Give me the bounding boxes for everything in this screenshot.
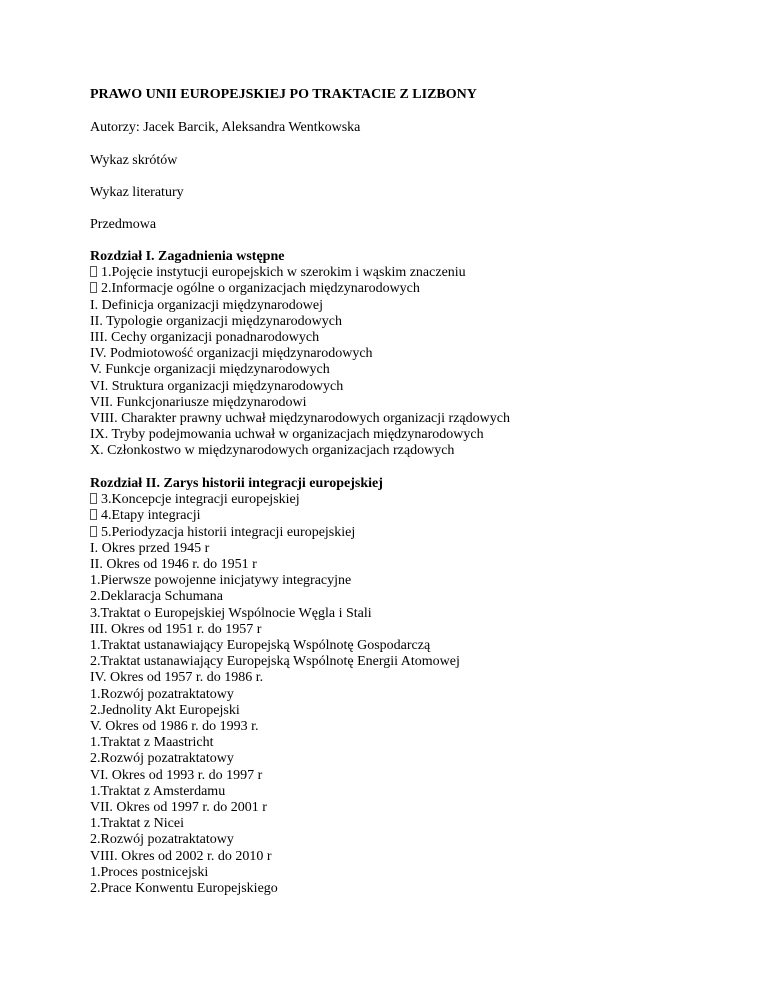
chapter-2-heading: Rozdział II. Zarys historii integracji europejskiej [90,476,383,491]
toc-entry-text: II. Okres od 1946 r. do 1951 r [90,557,257,573]
toc-entry [90,719,460,735]
toc-entry-text: V. Funkcje organizacji międzynarodowych [90,362,330,378]
toc-entry-text: 1.Traktat z Maastricht [90,735,214,751]
toc-entry-text: II. Typologie organizacji międzynarodowych [90,313,342,329]
toc-entry [90,557,460,573]
toc-entry-text: 3.Koncepcje integracji europejskiej [101,492,300,508]
toc-entry-text: 4.Etapy integracji [101,508,201,524]
toc-entry [90,622,460,638]
toc-entry [90,768,460,784]
toc-entry-text: VI. Struktura organizacji międzynarodowych [90,378,344,394]
toc-entry-text: I. Definicja organizacji międzynarodowej [90,297,323,313]
toc-entry [90,751,460,767]
authors-line: Autorzy: Jacek Barcik, Aleksandra Wentkowska [90,120,361,135]
toc-entry-text: 1.Traktat z Nicei [90,816,184,832]
toc-entry [90,525,460,541]
toc-entry-text: 1.Proces postnicejski [90,864,209,880]
toc-entry [90,379,510,395]
toc-entry [90,606,460,622]
toc-entry [90,735,460,751]
toc-entry [90,298,510,314]
front-matter-abbreviations: Wykaz skrótów [90,153,178,168]
toc-entry [90,443,510,459]
toc-entry-text: IX. Tryby podejmowania uchwał w organizacjach międzynarodowych [90,427,484,443]
toc-entry [90,638,460,654]
missing-glyph-box-icon [90,526,97,537]
chapter-2-section [90,476,460,897]
toc-entry [90,800,460,816]
toc-entry-text: 5.Periodyzacja historii integracji europejskiej [101,524,356,540]
toc-entry [90,395,510,411]
toc-entry [90,492,460,508]
toc-entry [90,265,510,281]
toc-entry-text: III. Cechy organizacji ponadnarodowych [90,330,320,346]
toc-entry-text: 2.Rozwój pozatraktatowy [90,832,234,848]
front-matter-preface: Przedmowa [90,217,157,232]
toc-entry-text: 2.Informacje ogólne o organizacjach międzynarodowych [101,281,420,297]
toc-entry [90,281,510,297]
toc-entry [90,654,460,670]
toc-entry-text: VIII. Charakter prawny uchwał międzynarodowych organizacji rządowych [90,411,510,427]
toc-entry-text: 2.Traktat ustanawiający Europejską Wspólnotę Energii Atomowej [90,654,460,670]
chapter-1-heading: Rozdział I. Zagadnienia wstępne [90,249,285,264]
document-title: PRAWO UNII EUROPEJSKIEJ PO TRAKTACIE Z LIZBONY [90,87,477,102]
toc-entry-text: V. Okres od 1986 r. do 1993 r. [90,719,259,735]
toc-entry-text: 1.Rozwój pozatraktatowy [90,686,234,702]
toc-entry-text: 1.Pierwsze powojenne inicjatywy integracyjne [90,573,352,589]
toc-entry-text: IV. Podmiotowość organizacji międzynarodowych [90,346,373,362]
toc-entry-text: 1.Pojęcie instytucji europejskich w szerokim i wąskim znaczeniu [101,265,466,281]
toc-entry [90,330,510,346]
chapter-1-section [90,249,510,460]
toc-entry [90,784,460,800]
toc-entry-text: I. Okres przed 1945 r [90,540,210,556]
toc-entry-text: 2.Rozwój pozatraktatowy [90,751,234,767]
toc-entry-text: VII. Funkcjonariusze międzynarodowi [90,394,307,410]
toc-entry [90,816,460,832]
toc-entry [90,687,460,703]
toc-entry-text: VIII. Okres od 2002 r. do 2010 r [90,848,272,864]
toc-entry [90,703,460,719]
toc-entry [90,314,510,330]
toc-entry-text: 1.Traktat ustanawiający Europejską Wspólnotę Gospodarczą [90,638,431,654]
toc-entry [90,865,460,881]
toc-entry-text: 3.Traktat o Europejskiej Wspólnocie Węgla i Stali [90,605,372,621]
toc-entry [90,508,460,524]
toc-entry-text: VI. Okres od 1993 r. do 1997 r [90,767,263,783]
front-matter-bibliography: Wykaz literatury [90,185,184,200]
chapter-1-items [90,265,510,459]
toc-entry-text: X. Członkostwo w międzynarodowych organizacjach rządowych [90,443,455,459]
toc-entry-text: 2.Jednolity Akt Europejski [90,702,240,718]
toc-entry-text: VII. Okres od 1997 r. do 2001 r [90,800,267,816]
toc-entry [90,411,510,427]
toc-entry [90,589,460,605]
missing-glyph-box-icon [90,282,97,293]
toc-entry-text: 2.Prace Konwentu Europejskiego [90,881,278,897]
missing-glyph-box-icon [90,493,97,504]
toc-entry [90,849,460,865]
toc-entry-text: IV. Okres od 1957 r. do 1986 r. [90,670,264,686]
chapter-2-items [90,492,460,897]
toc-entry-text: III. Okres od 1951 r. do 1957 r [90,621,262,637]
toc-entry-text: 2.Deklaracja Schumana [90,589,223,605]
toc-entry [90,670,460,686]
toc-entry [90,427,510,443]
toc-entry [90,881,460,897]
toc-entry-text: 1.Traktat z Amsterdamu [90,783,226,799]
toc-entry [90,541,460,557]
missing-glyph-box-icon [90,266,97,277]
toc-entry [90,346,510,362]
toc-entry [90,832,460,848]
toc-entry [90,362,510,378]
missing-glyph-box-icon [90,509,97,520]
toc-entry [90,573,460,589]
